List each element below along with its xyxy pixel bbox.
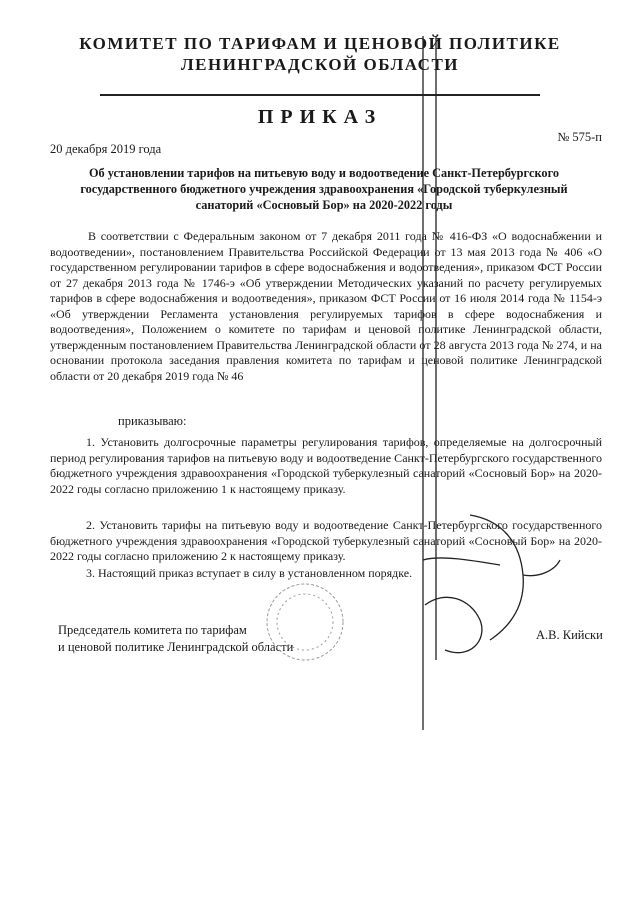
preamble-paragraph: В соответствии с Федеральным законом от 7 декабря 2011 года № 416-ФЗ «О водоснабжении и водоотведении», постановлением Правительства Российской Федерации от 13 мая 2013 года № 406 «О государственном регулировании тарифов в сфере водоснабжения и водоотведения», приказом ФСТ России от 27 декабря 2013 года № 1746-э «Об утверждении Методических указаний по расчету регулируемых тарифов в сфере водоснабжения и водоотведения», приказом ФСТ России от 16 июля 2014 года № 1154-э «Об утверждении Регламента установления регулируемых тарифов в сфере водоснабжения и водоотведения», Положением о комитете по тарифам и ценовой политике Ленинградской области, утвержденным постановлением Правительства Ленинградской области от 28 августа 2013 года № 274, и на основании протокола заседания правления комитета по тарифам и ценовой политике Ленинградской области от 20 декабря 2019 года № 46: [50, 229, 602, 383]
order-date: 20 декабря 2019 года: [50, 142, 162, 156]
signatory-position-line1: Председатель комитета по тарифам: [58, 623, 247, 637]
document-type-title: ПРИКАЗ: [257, 106, 383, 128]
order-number: № 575-п: [557, 130, 602, 144]
organization-name-line1: КОМИТЕТ ПО ТАРИФАМ И ЦЕНОВОЙ ПОЛИТИКЕ: [79, 34, 561, 53]
signatory-position-line2: и ценовой политике Ленинградской области: [58, 640, 294, 654]
order-subject: Об установлении тарифов на питьевую воду и водоотведение Санкт-Петербургского государственного бюджетного учреждения здравоохранения «Городской туберкулезный санаторий «Сосновый Бор» на 2020-2022 годы: [80, 166, 568, 212]
order-directive-word: приказываю:: [118, 414, 187, 428]
order-item-1: 1. Установить долгосрочные параметры регулирования тарифов, определяемые на долгосрочный период регулирования тарифов на питьевую воду и водоотведение Санкт-Петербургского государственного бюджетного учреждения здравоохранения «Городской туберкулезный санаторий «Сосновый Бор» на 2020-2022 годы согласно приложению 1 к настоящему приказу.: [50, 435, 602, 496]
order-item-2: 2. Установить тарифы на питьевую воду и водоотведение Санкт-Петербургского государственного бюджетного учреждения здравоохранения «Городской туберкулезный санаторий «Сосновый Бор» на 2020-2022 годы согласно приложению 2 к настоящему приказу.: [50, 518, 602, 563]
signatory-name: А.В. Кийски: [536, 628, 603, 642]
signatory-position: [58, 622, 293, 656]
header-divider: [100, 94, 540, 96]
organization-name-line2: ЛЕНИНГРАДСКОЙ ОБЛАСТИ: [180, 55, 460, 74]
order-item-3: 3. Настоящий приказ вступает в силу в установленном порядке.: [86, 566, 413, 580]
